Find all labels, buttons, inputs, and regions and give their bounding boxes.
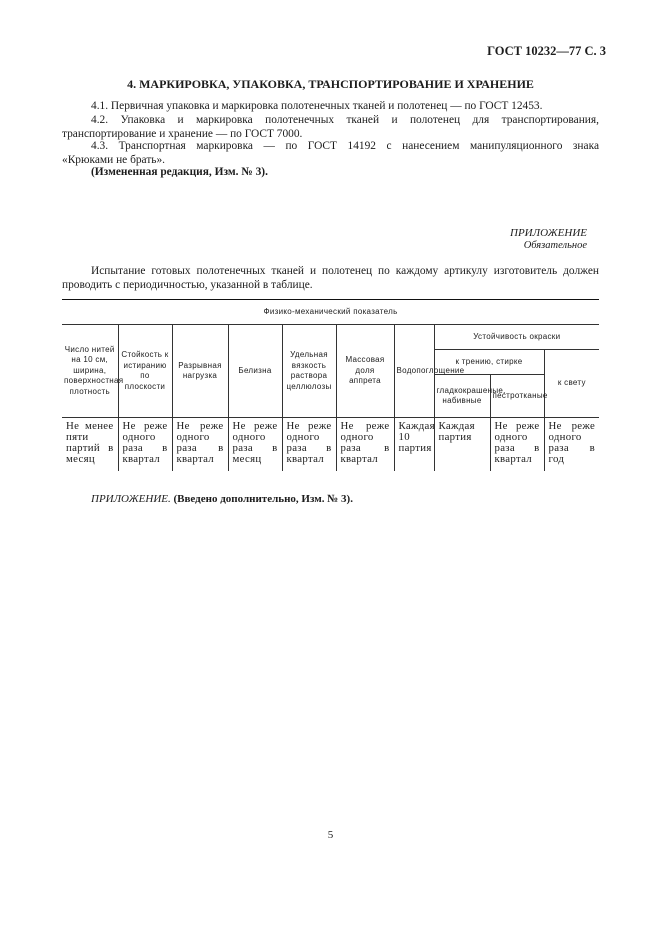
paragraph-4-3-line1: 4.3. Транспортная маркировка — по ГОСТ 14192 с нанесением манипуляционного знака — [91, 140, 599, 152]
col-abrasion: Стойкость к истиранию по плоскости — [118, 325, 172, 418]
col-light: к свету — [544, 350, 599, 418]
cell-whiteness: Не реже одного раза в месяц — [228, 418, 282, 472]
cell-abrasion: Не реже одного раза в квартал — [118, 418, 172, 472]
appendix-intro-line2: проводить с периодичностью, указанной в таблице. — [62, 279, 313, 291]
col-breaking-load: Разрывная нагрузка — [172, 325, 228, 418]
cell-multicolor: Не реже одного раза в квартал — [490, 418, 544, 472]
appendix-intro-line1: Испытание готовых полотенечных тканей и полотенец по каждому артикулу изготовитель должен — [91, 265, 599, 277]
cell-finish: Не реже одного раза в квартал — [336, 418, 394, 472]
paragraph-4-3-line2: «Крюками не брать». — [62, 154, 166, 166]
section-title: 4. МАРКИРОВКА, УПАКОВКА, ТРАНСПОРТИРОВАНИЕ И ХРАНЕНИЕ — [127, 77, 534, 91]
cell-threads: Не менее пяти партий в месяц — [62, 418, 118, 472]
page-number: 5 — [327, 829, 334, 841]
col-viscosity: Удельная вязкость раствора целлюлозы — [282, 325, 336, 418]
group-header: Физико-механический показатель — [62, 300, 599, 325]
col-colorfastness: Устойчивость окраски — [434, 325, 599, 350]
appendix-note-label: ПРИЛОЖЕНИЕ. — [91, 493, 171, 505]
paragraph-4-1: 4.1. Первичная упаковка и маркировка полотенечных тканей и полотенец — по ГОСТ 12453. — [91, 100, 543, 112]
cell-absorption: Каждая 10 партия — [394, 418, 434, 472]
appendix-note — [91, 493, 353, 505]
cell-viscosity: Не реже одного раза в квартал — [282, 418, 336, 472]
col-whiteness: Белизна — [228, 325, 282, 418]
testing-frequency-table — [62, 299, 599, 471]
cell-smooth-dyed: Каждая партия — [434, 418, 490, 472]
col-friction: к трению, стирке — [434, 350, 544, 375]
table-row — [62, 418, 599, 472]
cell-light: Не реже одного раза в год — [544, 418, 599, 472]
cell-breaking-load: Не реже одного раза в квартал — [172, 418, 228, 472]
col-finish: Массовая доля аппрета — [336, 325, 394, 418]
col-multicolor: пестротканые — [490, 375, 544, 418]
edition-note: (Измененная редакция, Изм. № 3). — [91, 166, 268, 178]
page-header: ГОСТ 10232—77 С. 3 — [487, 44, 606, 58]
appendix-label: ПРИЛОЖЕНИЕ — [510, 227, 587, 239]
paragraph-4-2-line2: транспортирование и хранение — по ГОСТ 7000. — [62, 128, 303, 140]
appendix-note-text: (Введено дополнительно, Изм. № 3). — [173, 493, 353, 505]
col-absorption: Водопоглощение — [394, 325, 434, 418]
appendix-status: Обязательное — [523, 240, 587, 251]
paragraph-4-2-line1: 4.2. Упаковка и маркировка полотенечных тканей и полотенец для транспортирования, — [91, 114, 599, 126]
col-threads: Число нитей на 10 см, ширина, поверхностная плотность — [62, 325, 118, 418]
col-smooth-dyed: гладкокрашеные, набивные — [434, 375, 490, 418]
